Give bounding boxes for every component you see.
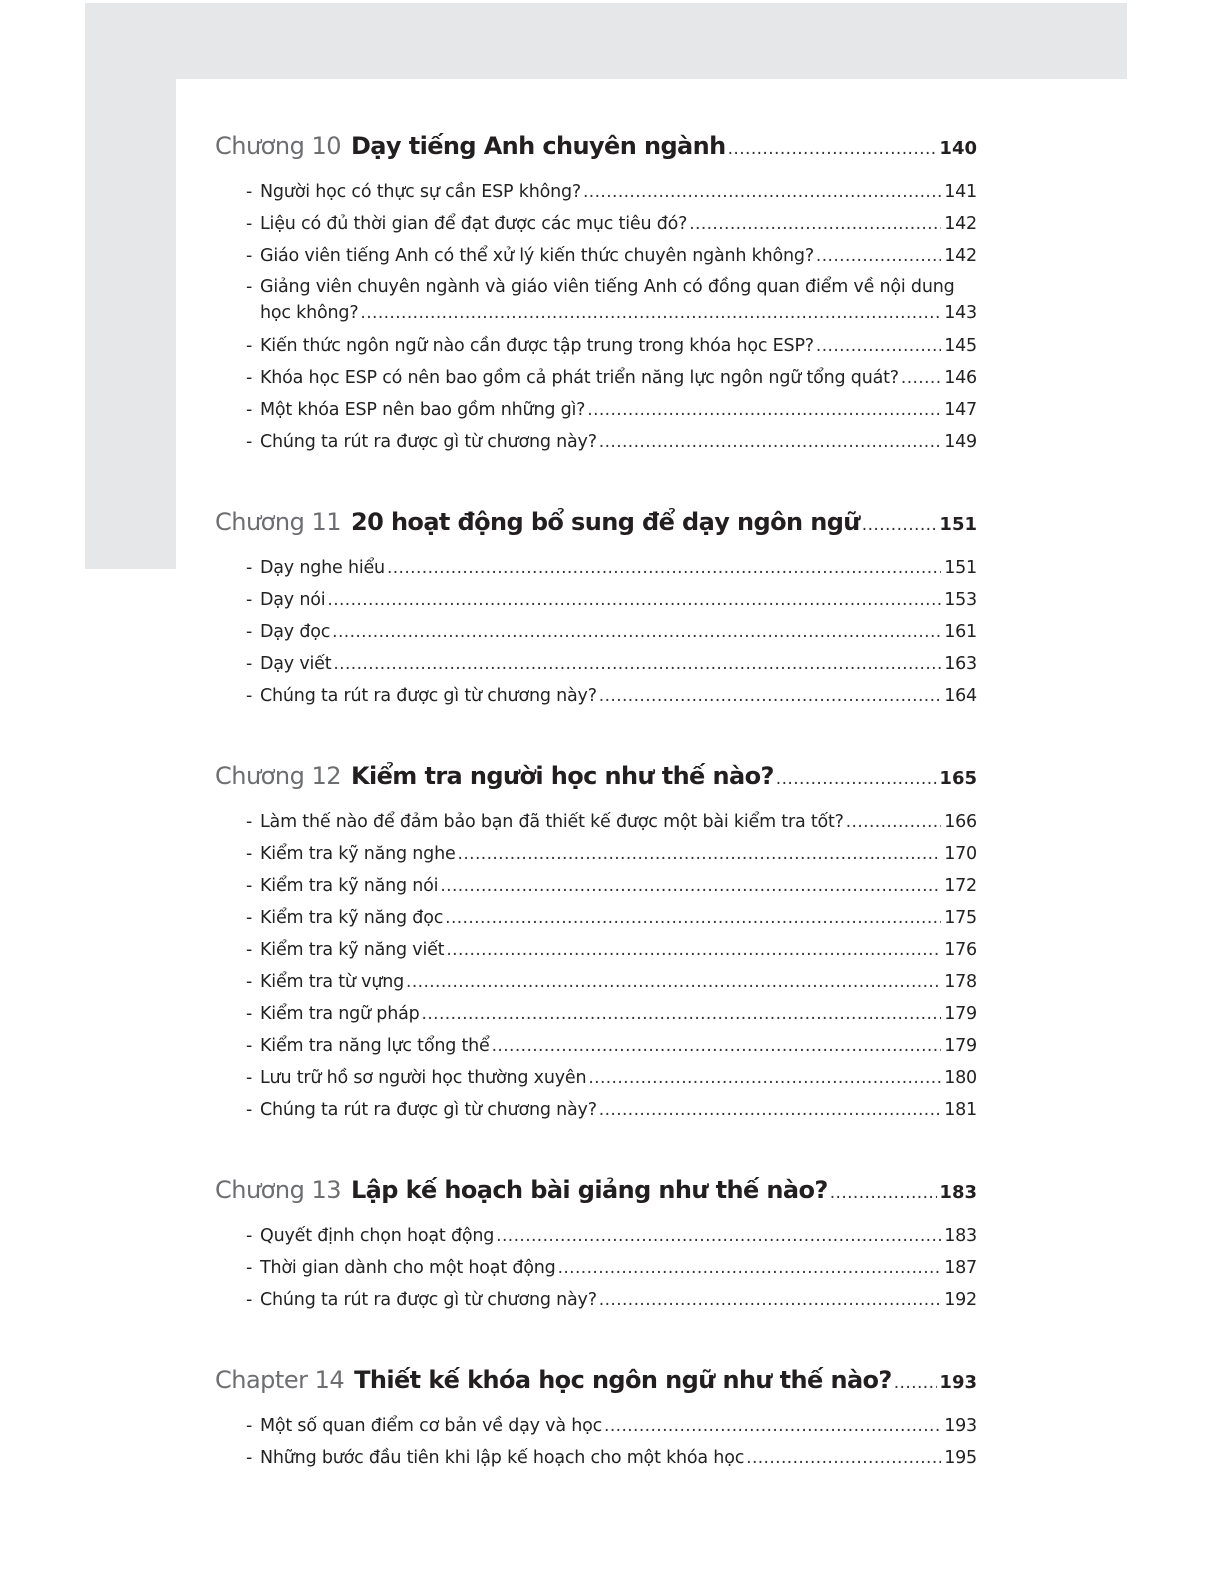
entry-text: - Quyết định chọn hoạt động — [260, 1226, 495, 1246]
entry-text: - Người học có thực sự cần ESP không? — [260, 182, 581, 202]
dot-leader — [588, 1062, 941, 1094]
dot-leader — [440, 870, 941, 902]
chapter-heading — [215, 1176, 977, 1220]
dot-leader — [894, 1373, 938, 1393]
dot-leader — [846, 806, 941, 838]
entry-page-number: 195 — [944, 1448, 977, 1468]
chapter-heading — [215, 1366, 977, 1410]
entry-page-number: 178 — [944, 972, 977, 992]
toc-entry — [215, 272, 977, 330]
entry-page-number: 192 — [944, 1290, 977, 1310]
entry-page-number: 172 — [944, 876, 977, 896]
dot-leader — [446, 934, 941, 966]
toc-entry — [215, 1252, 977, 1284]
entry-page-number: 143 — [944, 303, 977, 323]
entry-page-number: 163 — [944, 654, 977, 674]
dot-leader — [492, 1030, 941, 1062]
dot-leader — [387, 552, 941, 584]
entry-text-line1: - Giảng viên chuyên ngành và giáo viên tiếng Anh có đồng quan điểm về nội dung — [260, 277, 955, 297]
entry-text: - Chúng ta rút ra được gì từ chương này? — [260, 1290, 597, 1310]
dot-leader — [746, 1442, 941, 1474]
dot-leader — [458, 838, 941, 870]
dot-leader — [816, 330, 941, 362]
entry-text: - Dạy nghe hiểu — [260, 558, 385, 578]
dot-leader — [604, 1410, 941, 1442]
dot-leader — [776, 769, 938, 789]
entry-page-number: 142 — [944, 246, 977, 266]
toc-entry — [215, 176, 977, 208]
entry-text: - Khóa học ESP có nên bao gồm cả phát triển năng lực ngôn ngữ tổng quát? — [260, 368, 899, 388]
chapter-section — [215, 1176, 977, 1316]
chapter-page-number: 183 — [939, 1182, 977, 1203]
entry-page-number: 179 — [944, 1004, 977, 1024]
dot-leader — [333, 648, 941, 680]
toc-entry — [215, 426, 977, 458]
entry-page-number: 179 — [944, 1036, 977, 1056]
chapter-section — [215, 132, 977, 458]
chapter-label: Chương 13 — [215, 1176, 341, 1204]
chapter-title: Lập kế hoạch bài giảng như thế nào? — [350, 1176, 828, 1204]
entry-text: - Thời gian dành cho một hoạt động — [260, 1258, 556, 1278]
dot-leader — [360, 300, 941, 326]
entry-text-line2: học không? — [260, 303, 359, 323]
dot-leader — [558, 1252, 941, 1284]
toc-entry — [215, 552, 977, 584]
dot-leader — [862, 515, 938, 535]
entry-text: - Liệu có đủ thời gian để đạt được các mục tiêu đó? — [260, 214, 688, 234]
chapter-page-number: 165 — [939, 768, 977, 789]
entry-line2 — [245, 300, 977, 326]
toc-entry — [215, 1220, 977, 1252]
entry-text: - Chúng ta rút ra được gì từ chương này? — [260, 686, 597, 706]
entry-page-number: 147 — [944, 400, 977, 420]
entry-text: - Dạy đọc — [260, 622, 331, 642]
chapter-heading — [215, 508, 977, 552]
entry-page-number: 193 — [944, 1416, 977, 1436]
toc-entry — [215, 1442, 977, 1474]
toc-entry — [215, 1410, 977, 1442]
chapter-title: 20 hoạt động bổ sung để dạy ngôn ngữ — [350, 508, 860, 536]
dot-leader — [728, 139, 938, 159]
chapter-section — [215, 762, 977, 1126]
dot-leader — [816, 240, 941, 272]
toc-entry — [215, 1062, 977, 1094]
page-header-band — [85, 3, 1127, 79]
chapter-page-number: 193 — [939, 1372, 977, 1393]
dot-leader — [599, 426, 941, 458]
page-side-band — [85, 79, 176, 569]
entry-text: - Dạy viết — [260, 654, 332, 674]
entry-text: - Làm thế nào để đảm bảo bạn đã thiết kế được một bài kiểm tra tốt? — [260, 812, 844, 832]
toc-entry — [215, 870, 977, 902]
entry-page-number: 175 — [944, 908, 977, 928]
toc-entry — [215, 966, 977, 998]
entry-page-number: 176 — [944, 940, 977, 960]
chapter-heading — [215, 762, 977, 806]
toc-entry — [215, 934, 977, 966]
entry-page-number: 164 — [944, 686, 977, 706]
toc-entry — [215, 616, 977, 648]
entry-text: - Giáo viên tiếng Anh có thể xử lý kiến thức chuyên ngành không? — [260, 246, 814, 266]
entry-text: - Chúng ta rút ra được gì từ chương này? — [260, 432, 597, 452]
entry-page-number: 187 — [944, 1258, 977, 1278]
entry-text: - Một khóa ESP nên bao gồm những gì? — [260, 400, 586, 420]
entry-text: - Lưu trữ hồ sơ người học thường xuyên — [260, 1068, 587, 1088]
dot-leader — [599, 1284, 941, 1316]
entry-text: - Kiểm tra ngữ pháp — [260, 1004, 420, 1024]
toc-entry — [215, 584, 977, 616]
toc-entry — [215, 1030, 977, 1062]
chapter-title: Thiết kế khóa học ngôn ngữ như thế nào? — [354, 1366, 892, 1394]
entry-page-number: 170 — [944, 844, 977, 864]
chapter-section — [215, 508, 977, 712]
dot-leader — [599, 1094, 941, 1126]
chapter-page-number: 140 — [939, 138, 977, 159]
toc-entry — [215, 1284, 977, 1316]
entry-text: - Kiến thức ngôn ngữ nào cần được tập trung trong khóa học ESP? — [260, 336, 814, 356]
toc-entry — [215, 902, 977, 934]
entry-page-number: 145 — [944, 336, 977, 356]
toc-entry — [215, 362, 977, 394]
entry-page-number: 151 — [944, 558, 977, 578]
entry-text: - Những bước đầu tiên khi lập kế hoạch cho một khóa học — [260, 1448, 745, 1468]
entry-text: - Dạy nói — [260, 590, 326, 610]
chapter-heading — [215, 132, 977, 176]
entry-page-number: 183 — [944, 1226, 977, 1246]
chapter-label: Chương 12 — [215, 762, 341, 790]
chapter-page-number: 151 — [939, 514, 977, 535]
table-of-contents — [215, 132, 977, 1524]
toc-entry — [215, 394, 977, 426]
dot-leader — [406, 966, 941, 998]
entry-page-number: 153 — [944, 590, 977, 610]
toc-entry — [215, 330, 977, 362]
entry-text: - Kiểm tra kỹ năng nói — [260, 876, 439, 896]
chapter-label: Chương 11 — [215, 508, 341, 536]
entry-text: - Kiểm tra từ vựng — [260, 972, 405, 992]
entry-page-number: 142 — [944, 214, 977, 234]
entry-text: - Một số quan điểm cơ bản về dạy và học — [260, 1416, 603, 1436]
dot-leader — [830, 1183, 938, 1203]
entry-page-number: 181 — [944, 1100, 977, 1120]
dot-leader — [327, 584, 941, 616]
toc-entry — [215, 680, 977, 712]
dot-leader — [445, 902, 941, 934]
chapter-section — [215, 1366, 977, 1474]
entry-text: - Kiểm tra kỹ năng nghe — [260, 844, 456, 864]
toc-entry — [215, 240, 977, 272]
entry-text: - Kiểm tra kỹ năng viết — [260, 940, 445, 960]
chapter-label: Chương 10 — [215, 132, 341, 160]
toc-entry — [215, 838, 977, 870]
dot-leader — [689, 208, 941, 240]
dot-leader — [496, 1220, 941, 1252]
dot-leader — [583, 176, 941, 208]
entry-page-number: 161 — [944, 622, 977, 642]
entry-page-number: 141 — [944, 182, 977, 202]
toc-entry — [215, 1094, 977, 1126]
dot-leader — [587, 394, 941, 426]
entry-text: - Kiểm tra kỹ năng đọc — [260, 908, 444, 928]
toc-entry — [215, 208, 977, 240]
toc-entry — [215, 648, 977, 680]
entry-page-number: 149 — [944, 432, 977, 452]
entry-page-number: 180 — [944, 1068, 977, 1088]
dot-leader — [422, 998, 941, 1030]
chapter-title: Dạy tiếng Anh chuyên ngành — [350, 132, 726, 160]
dot-leader — [901, 362, 941, 394]
chapter-title: Kiểm tra người học như thế nào? — [350, 762, 774, 790]
entry-text: - Chúng ta rút ra được gì từ chương này? — [260, 1100, 597, 1120]
dot-leader — [599, 680, 941, 712]
entry-text: - Kiểm tra năng lực tổng thể — [260, 1036, 490, 1056]
entry-page-number: 146 — [944, 368, 977, 388]
chapter-label: Chapter 14 — [215, 1366, 345, 1394]
dot-leader — [332, 616, 941, 648]
toc-entry — [215, 806, 977, 838]
entry-page-number: 166 — [944, 812, 977, 832]
toc-entry — [215, 998, 977, 1030]
